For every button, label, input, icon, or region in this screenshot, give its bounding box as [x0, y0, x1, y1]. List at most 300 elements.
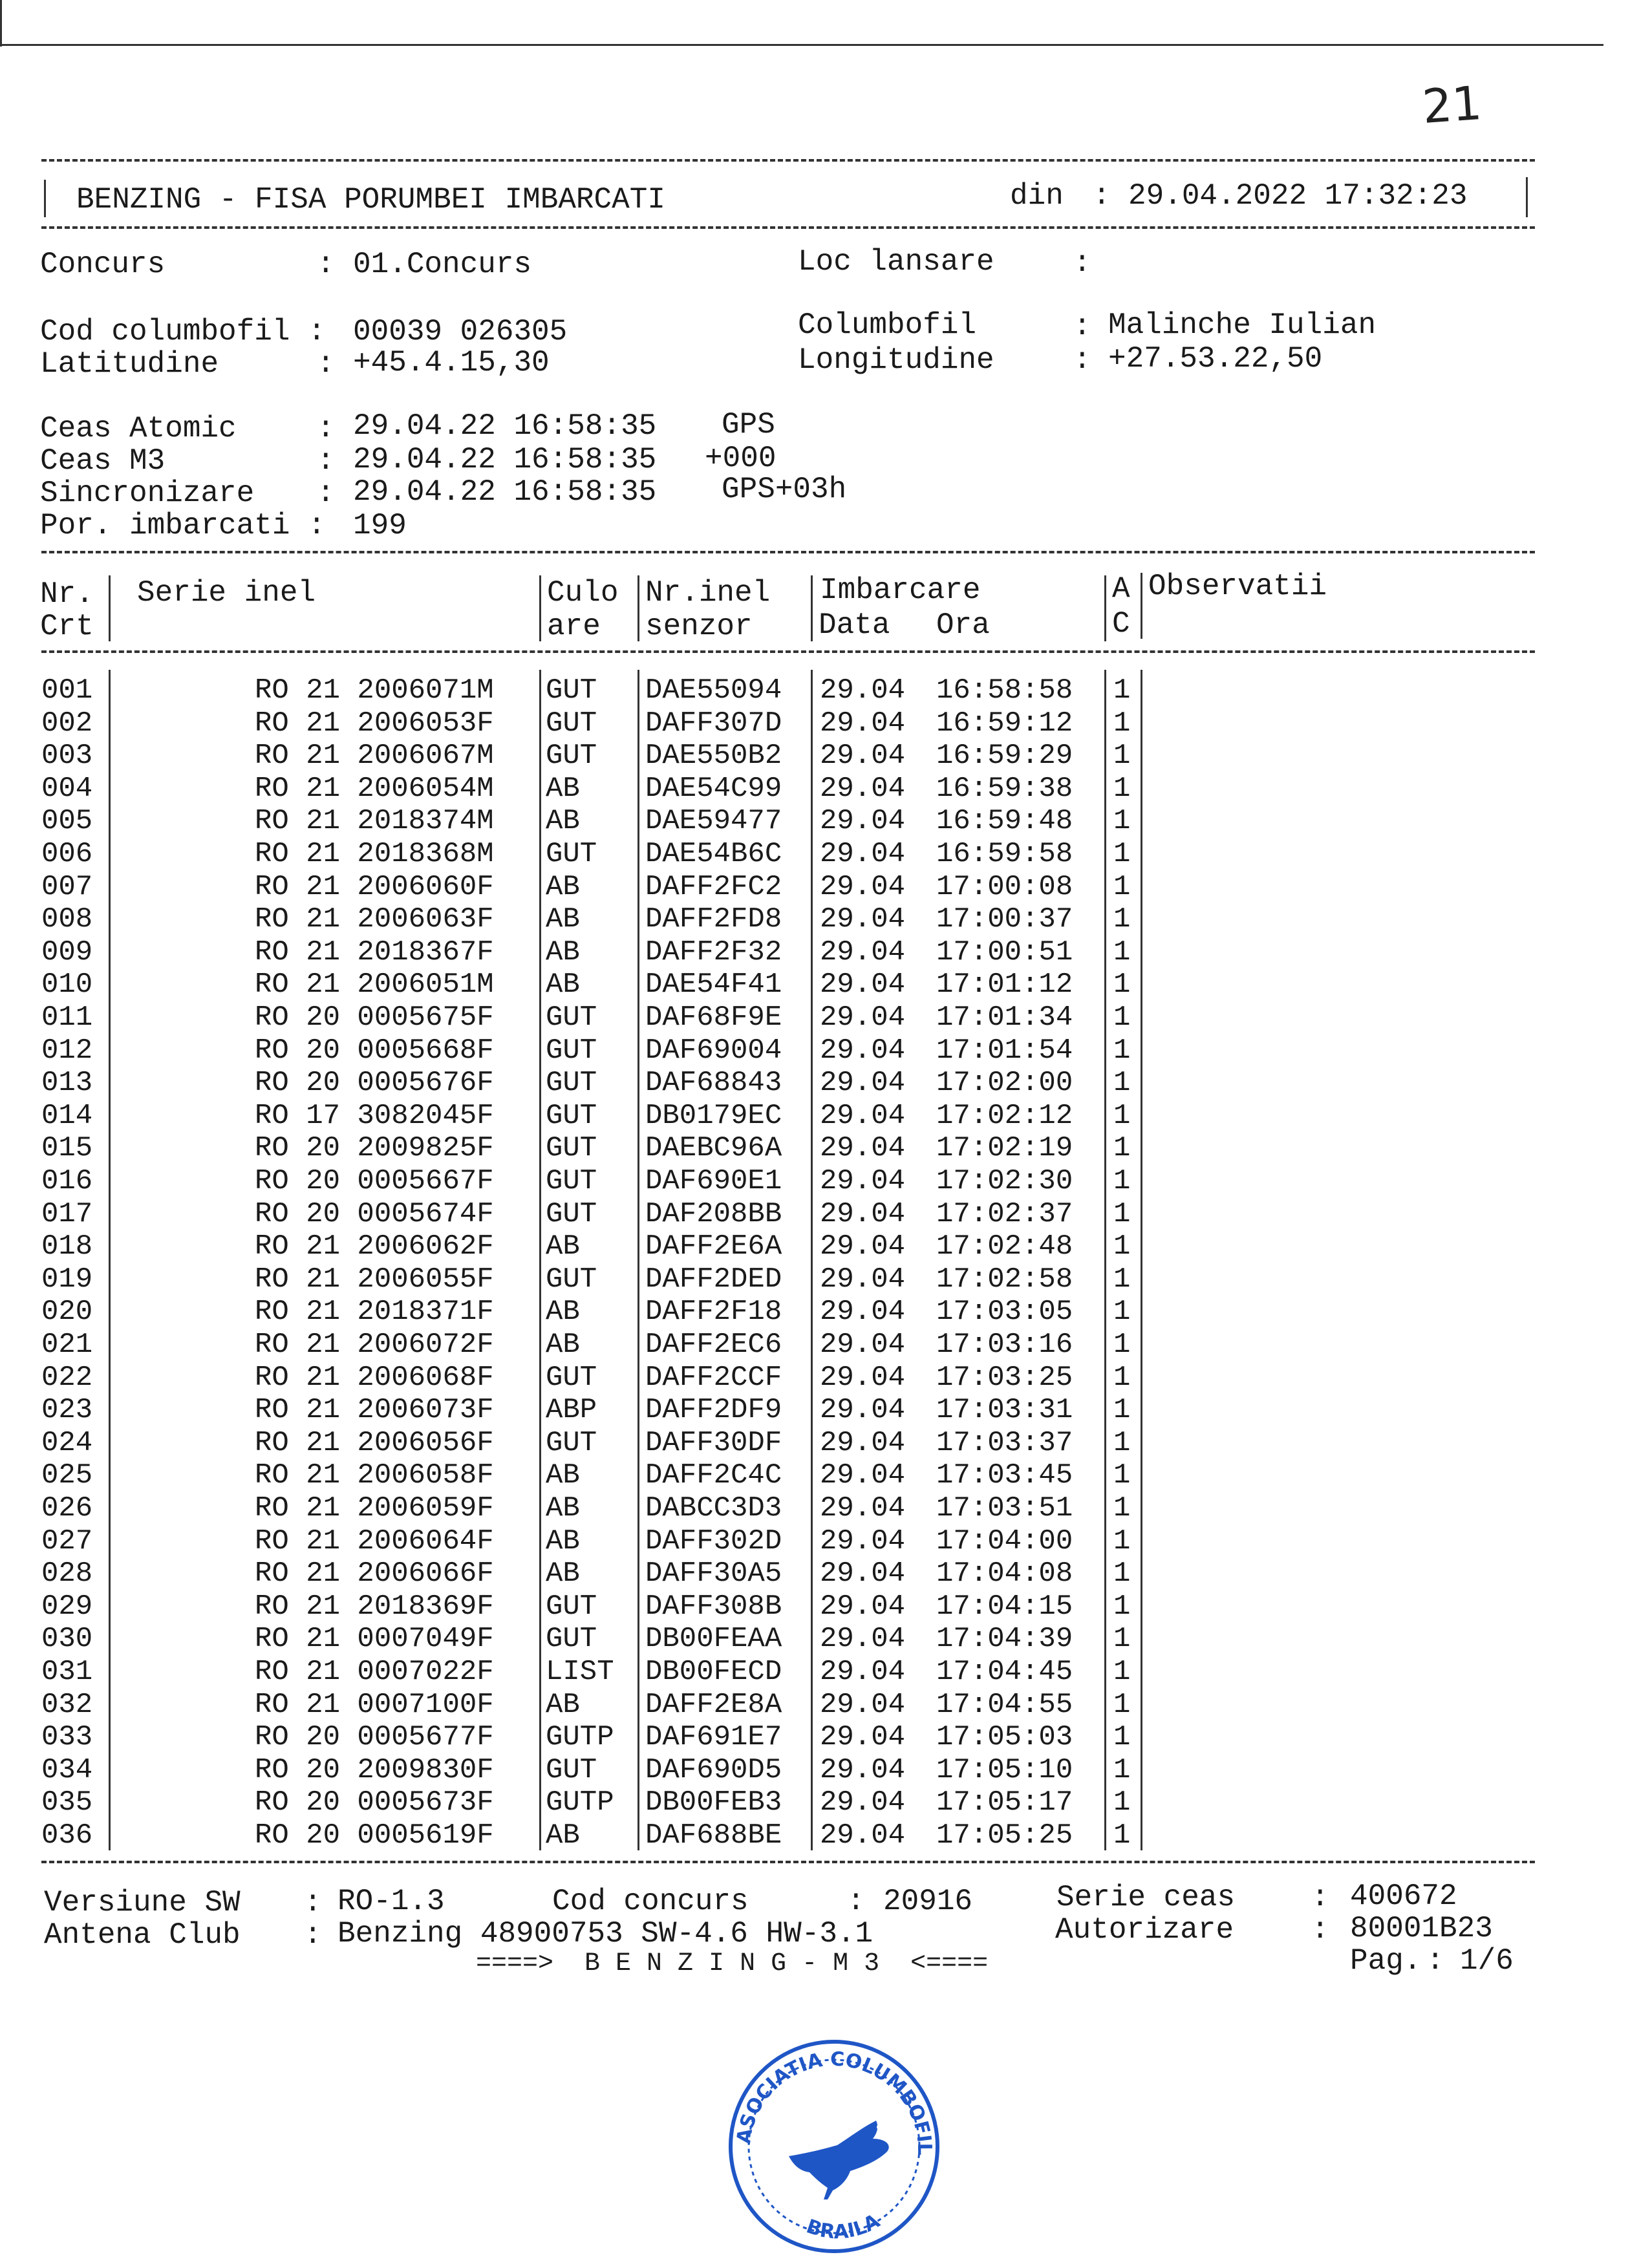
row-data: 29.04 [820, 1394, 906, 1427]
row-data: 29.04 [820, 1426, 906, 1459]
row-serie-inel: RO 21 2018374M [255, 805, 494, 838]
row-serie-inel: RO 21 2018367F [255, 936, 494, 968]
col-senzor: senzor [645, 610, 753, 643]
row-ac: 1 [1113, 1263, 1131, 1296]
table-row [0, 1426, 1650, 1461]
row-ac: 1 [1113, 1296, 1131, 1329]
row-serie-inel: RO 20 0005674F [255, 1197, 494, 1230]
row-ac: 1 [1113, 674, 1131, 707]
row-ac: 1 [1113, 805, 1131, 838]
row-culoare: AB [546, 968, 580, 1001]
col-sep [1141, 573, 1142, 639]
row-ora: 17:04:15 [936, 1590, 1073, 1623]
row-nr-inel: DAE54B6C [645, 838, 782, 870]
row-ac: 1 [1113, 707, 1131, 740]
row-ac: 1 [1113, 968, 1131, 1001]
col-sep [638, 575, 639, 641]
row-ac: 1 [1113, 1492, 1131, 1524]
row-ora: 17:03:16 [936, 1329, 1073, 1361]
row-data: 29.04 [820, 805, 906, 838]
col-crt: Crt [40, 610, 94, 643]
row-data: 29.04 [820, 838, 906, 870]
row-culoare: AB [546, 772, 580, 805]
table-row [0, 1592, 1650, 1625]
row-nr-inel: DAFF2FC2 [645, 870, 782, 903]
versiune-label: Versiune SW [44, 1886, 241, 1920]
row-ac: 1 [1113, 1361, 1131, 1394]
row-serie-inel: RO 21 2006051M [255, 968, 494, 1001]
row-nr-inel: DAF68F9E [645, 1001, 782, 1034]
versiune-value: RO-1.3 [338, 1885, 445, 1918]
row-nr-inel: DAE54F41 [645, 968, 782, 1001]
table-row [0, 1069, 1650, 1101]
colon: : [317, 347, 335, 381]
row-nr: 026 [41, 1492, 93, 1524]
row-data: 29.04 [820, 1132, 906, 1165]
row-ora: 17:03:05 [936, 1296, 1073, 1329]
row-data: 29.04 [820, 1361, 906, 1394]
sincronizare-value: 29.04.22 16:58:35 [353, 475, 657, 509]
scan-edge-top [0, 44, 1603, 46]
row-culoare: GUTP [546, 1721, 614, 1754]
row-serie-inel: RO 21 2006054M [255, 772, 494, 805]
row-nr-inel: DAF208BB [645, 1197, 782, 1230]
latitudine-value: +45.4.15,30 [353, 346, 550, 380]
row-nr-inel: DAF688BE [645, 1819, 782, 1852]
row-culoare: AB [546, 805, 580, 838]
row-nr-inel: DAF68843 [645, 1067, 782, 1100]
row-nr: 028 [41, 1557, 93, 1590]
row-ac: 1 [1113, 1197, 1131, 1230]
row-nr-inel: DAF691E7 [645, 1721, 782, 1754]
cod-columbofil-label: Cod columbofil [40, 315, 290, 348]
row-ac: 1 [1113, 936, 1131, 968]
row-culoare: GUT [546, 1263, 597, 1296]
table-row [0, 1036, 1650, 1069]
cod-columbofil-value: 00039 026305 [353, 315, 568, 348]
row-culoare: GUT [546, 1623, 597, 1656]
row-nr: 012 [41, 1034, 93, 1067]
row-culoare: AB [546, 1296, 580, 1329]
row-serie-inel: RO 21 2006053F [255, 707, 494, 740]
row-nr: 023 [41, 1394, 93, 1427]
table-row [0, 970, 1650, 1003]
table-row [0, 905, 1650, 937]
row-culoare: AB [546, 1819, 580, 1852]
row-serie-inel: RO 21 2006073F [255, 1394, 494, 1427]
row-data: 29.04 [820, 1524, 906, 1557]
row-serie-inel: RO 21 2006059F [255, 1492, 494, 1524]
row-ac: 1 [1113, 1001, 1131, 1034]
row-data: 29.04 [820, 1819, 906, 1852]
table-row [0, 1197, 1650, 1232]
row-nr: 027 [41, 1524, 93, 1557]
row-nr: 033 [41, 1721, 93, 1754]
row-nr: 010 [41, 968, 93, 1001]
divider [41, 1861, 1535, 1863]
row-culoare: AB [546, 1492, 580, 1524]
col-sep [1104, 575, 1106, 641]
table-row [0, 709, 1650, 742]
table-row [0, 1396, 1650, 1428]
row-nr-inel: DAFF2CCF [645, 1361, 782, 1394]
colon: : [1073, 246, 1091, 280]
row-serie-inel: RO 20 0005677F [255, 1721, 494, 1754]
row-nr-inel: DABCC3D3 [645, 1492, 782, 1524]
row-ac: 1 [1113, 903, 1131, 936]
col-culoare-2: are [547, 610, 601, 643]
row-data: 29.04 [820, 1230, 906, 1263]
row-nr: 029 [41, 1590, 93, 1623]
row-ora: 17:02:12 [936, 1099, 1073, 1132]
row-ora: 17:02:48 [936, 1230, 1073, 1263]
table-row [0, 1099, 1650, 1134]
row-ora: 17:01:12 [936, 968, 1073, 1001]
table-row [0, 1361, 1650, 1396]
row-nr-inel: DB0179EC [645, 1099, 782, 1132]
table-row [0, 938, 1650, 970]
row-culoare: AB [546, 1524, 580, 1557]
header-bar-right [1526, 177, 1528, 217]
row-serie-inel: RO 21 2006072F [255, 1329, 494, 1361]
row-ac: 1 [1113, 1688, 1131, 1721]
antena-value: Benzing 48900753 SW-4.6 HW-3.1 [338, 1917, 873, 1951]
col-nr-inel: Nr.inel [645, 576, 771, 610]
row-ac: 1 [1113, 1753, 1131, 1786]
table-row [0, 870, 1650, 905]
row-nr-inel: DAEBC96A [645, 1132, 782, 1165]
row-nr-inel: DAE55094 [645, 674, 782, 707]
row-data: 29.04 [820, 968, 906, 1001]
row-serie-inel: RO 21 2006067M [255, 740, 494, 773]
table-row [0, 676, 1650, 709]
row-nr: 004 [41, 772, 93, 805]
row-data: 29.04 [820, 1656, 906, 1688]
row-ora: 17:04:39 [936, 1623, 1073, 1656]
row-nr-inel: DAE54C99 [645, 772, 782, 805]
row-ac: 1 [1113, 1132, 1131, 1165]
row-culoare: AB [546, 1459, 580, 1492]
colon: : [1426, 1944, 1444, 1978]
row-nr-inel: DAFF2E8A [645, 1688, 782, 1721]
row-nr-inel: DAFF2FD8 [645, 903, 782, 936]
por-imbarcati-value: 199 [353, 509, 407, 542]
table-row [0, 1625, 1650, 1657]
row-culoare: AB [546, 1557, 580, 1590]
row-data: 29.04 [820, 1165, 906, 1197]
row-ora: 17:02:58 [936, 1263, 1073, 1296]
row-nr-inel: DAFF2F32 [645, 936, 782, 968]
row-nr-inel: DB00FEAA [645, 1623, 782, 1656]
row-culoare: AB [546, 903, 580, 936]
pag-label: Pag. [1350, 1944, 1422, 1978]
row-culoare: GUT [546, 1001, 597, 1034]
colon: : [304, 1918, 322, 1952]
row-nr: 006 [41, 838, 93, 870]
divider [41, 650, 1535, 653]
row-nr-inel: DAFF2EC6 [645, 1329, 782, 1361]
row-data: 29.04 [820, 936, 906, 968]
row-nr-inel: DAFF308B [645, 1590, 782, 1623]
row-data: 29.04 [820, 1492, 906, 1524]
divider [41, 159, 1535, 162]
sincronizare-suffix: GPS+03h [722, 473, 847, 506]
row-ac: 1 [1113, 1426, 1131, 1459]
divider [41, 551, 1535, 553]
row-data: 29.04 [820, 1197, 906, 1230]
row-serie-inel: RO 21 2006066F [255, 1557, 494, 1590]
row-data: 29.04 [820, 1034, 906, 1067]
row-ac: 1 [1113, 1524, 1131, 1557]
row-serie-inel: RO 21 2006060F [255, 870, 494, 903]
col-a: A [1112, 572, 1130, 606]
colon: : [1073, 310, 1091, 343]
row-culoare: GUT [546, 1590, 597, 1623]
col-data: Data [819, 608, 890, 642]
row-serie-inel: RO 21 2018369F [255, 1590, 494, 1623]
row-culoare: AB [546, 1329, 580, 1361]
row-ac: 1 [1113, 1557, 1131, 1590]
row-culoare: GUT [546, 1197, 597, 1230]
scan-edge-left [0, 0, 2, 47]
table-row [0, 1232, 1650, 1265]
row-nr-inel: DAE59477 [645, 805, 782, 838]
row-culoare: AB [546, 870, 580, 903]
row-culoare: GUT [546, 1361, 597, 1394]
ceas-m3-suffix: +000 [705, 442, 777, 475]
row-culoare: ABP [546, 1394, 597, 1427]
row-serie-inel: RO 21 2006056F [255, 1426, 494, 1459]
col-culoare: Culo [547, 576, 619, 610]
row-ac: 1 [1113, 1099, 1131, 1132]
table-row [0, 1298, 1650, 1330]
row-data: 29.04 [820, 903, 906, 936]
table-row [0, 1559, 1650, 1592]
row-nr-inel: DAFF2F18 [645, 1296, 782, 1329]
table-row [0, 1753, 1650, 1788]
row-ora: 16:58:58 [936, 674, 1073, 707]
colon: : [304, 1886, 322, 1920]
table-row [0, 1494, 1650, 1526]
row-ora: 17:04:45 [936, 1656, 1073, 1688]
row-ora: 17:05:10 [936, 1753, 1073, 1786]
row-ora: 17:03:31 [936, 1394, 1073, 1427]
row-culoare: GUT [546, 674, 597, 707]
row-data: 29.04 [820, 1688, 906, 1721]
table-row [0, 1003, 1650, 1036]
row-nr-inel: DAFF30A5 [645, 1557, 782, 1590]
colon: : [308, 509, 326, 542]
row-ac: 1 [1113, 1394, 1131, 1427]
row-nr: 017 [41, 1197, 93, 1230]
row-nr: 020 [41, 1296, 93, 1329]
columbofil-value: Malinche Iulian [1108, 308, 1377, 342]
row-data: 29.04 [820, 1329, 906, 1361]
row-nr: 007 [41, 870, 93, 903]
row-culoare: AB [546, 1688, 580, 1721]
colon: : [1311, 1881, 1329, 1914]
col-observatii: Observatii [1148, 570, 1327, 603]
row-culoare: GUT [546, 1099, 597, 1132]
row-culoare: GUT [546, 740, 597, 773]
row-ac: 1 [1113, 1034, 1131, 1067]
ceas-m3-label: Ceas M3 [40, 444, 166, 478]
row-ora: 17:05:17 [936, 1786, 1073, 1819]
row-nr: 016 [41, 1165, 93, 1197]
row-nr: 015 [41, 1132, 93, 1165]
row-ora: 17:02:30 [936, 1165, 1073, 1197]
table-row [0, 1688, 1650, 1723]
row-nr-inel: DAF690E1 [645, 1165, 782, 1197]
row-ac: 1 [1113, 870, 1131, 903]
row-data: 29.04 [820, 1590, 906, 1623]
row-serie-inel: RO 21 2006071M [255, 674, 494, 707]
longitudine-value: +27.53.22,50 [1108, 342, 1323, 376]
row-nr: 019 [41, 1263, 93, 1296]
table-row [0, 1658, 1650, 1690]
row-data: 29.04 [820, 740, 906, 773]
row-ora: 16:59:58 [936, 838, 1073, 870]
table-row [0, 1788, 1650, 1821]
colon: : [317, 476, 335, 510]
row-serie-inel: RO 17 3082045F [255, 1099, 494, 1132]
table-row [0, 772, 1650, 807]
row-ora: 17:01:54 [936, 1034, 1073, 1067]
concurs-label: Concurs [40, 248, 166, 281]
row-nr: 022 [41, 1361, 93, 1394]
row-nr-inel: DB00FECD [645, 1656, 782, 1688]
row-serie-inel: RO 20 2009825F [255, 1132, 494, 1165]
row-data: 29.04 [820, 707, 906, 740]
col-serie-inel: Serie inel [137, 576, 316, 610]
row-ac: 1 [1113, 1230, 1131, 1263]
row-ora: 16:59:29 [936, 740, 1073, 773]
col-imbarcare: Imbarcare [820, 573, 981, 607]
row-ac: 1 [1113, 1329, 1131, 1361]
row-ora: 16:59:48 [936, 805, 1073, 838]
row-nr: 009 [41, 936, 93, 968]
row-culoare: GUT [546, 1034, 597, 1067]
row-ora: 16:59:38 [936, 772, 1073, 805]
stamp-text-bottom: BRAILA [803, 2209, 884, 2244]
row-nr: 013 [41, 1067, 93, 1100]
row-serie-inel: RO 21 2018371F [255, 1296, 494, 1329]
row-ac: 1 [1113, 1067, 1131, 1100]
ceas-atomic-label: Ceas Atomic [40, 412, 237, 445]
row-data: 29.04 [820, 1263, 906, 1296]
row-nr-inel: DAE550B2 [645, 740, 782, 773]
row-nr: 005 [41, 805, 93, 838]
row-ac: 1 [1113, 1819, 1131, 1852]
header-bar-left [44, 180, 46, 217]
autorizare-value: 80001B23 [1350, 1912, 1493, 1945]
row-ora: 17:00:08 [936, 870, 1073, 903]
row-ac: 1 [1113, 1623, 1131, 1656]
row-nr: 031 [41, 1656, 93, 1688]
date-value: 29.04.2022 17:32:23 [1128, 179, 1468, 213]
row-nr: 036 [41, 1819, 93, 1852]
latitudine-label: Latitudine [40, 347, 219, 381]
row-ora: 17:01:34 [936, 1001, 1073, 1034]
row-ora: 17:04:08 [936, 1557, 1073, 1590]
cod-concurs-label: Cod concurs [552, 1885, 749, 1918]
colon: : [847, 1885, 865, 1918]
row-data: 29.04 [820, 1001, 906, 1034]
table-row [0, 742, 1650, 774]
date-label: din [1010, 179, 1064, 213]
row-nr-inel: DAF69004 [645, 1034, 782, 1067]
col-c: C [1112, 607, 1130, 641]
row-serie-inel: RO 21 2006068F [255, 1361, 494, 1394]
table-row [0, 840, 1650, 872]
divider [41, 226, 1535, 229]
row-ac: 1 [1113, 1590, 1131, 1623]
footer-banner: ====> B E N Z I N G - M 3 <==== [476, 1949, 989, 1978]
row-data: 29.04 [820, 772, 906, 805]
row-ora: 17:03:45 [936, 1459, 1073, 1492]
colon: : [1311, 1913, 1329, 1947]
pag-value: 1/6 [1460, 1944, 1514, 1978]
row-nr: 034 [41, 1753, 93, 1786]
row-serie-inel: RO 20 0005673F [255, 1786, 494, 1819]
row-culoare: AB [546, 936, 580, 968]
por-imbarcati-label: Por. imbarcati [40, 509, 290, 542]
date-colon: : [1093, 179, 1111, 213]
handwritten-page-number: 21 [1420, 75, 1484, 134]
colon: : [308, 315, 326, 348]
row-culoare: GUTP [546, 1786, 614, 1819]
row-culoare: GUT [546, 707, 597, 740]
row-culoare: LIST [546, 1656, 614, 1688]
sincronizare-label: Sincronizare [40, 476, 255, 510]
row-ora: 17:05:25 [936, 1819, 1073, 1852]
row-serie-inel: RO 21 0007049F [255, 1623, 494, 1656]
row-ora: 17:02:00 [936, 1067, 1073, 1100]
row-ora: 17:02:37 [936, 1197, 1073, 1230]
row-nr: 030 [41, 1623, 93, 1656]
table-row [0, 1167, 1650, 1199]
cod-concurs-value: 20916 [883, 1885, 973, 1918]
table-row [0, 1821, 1650, 1854]
row-data: 29.04 [820, 1753, 906, 1786]
row-ac: 1 [1113, 1459, 1131, 1492]
row-ora: 17:04:00 [936, 1524, 1073, 1557]
row-serie-inel: RO 21 0007100F [255, 1688, 494, 1721]
autorizare-label: Autorizare [1055, 1913, 1234, 1947]
row-serie-inel: RO 21 2006058F [255, 1459, 494, 1492]
row-ora: 17:00:51 [936, 936, 1073, 968]
row-nr: 021 [41, 1329, 93, 1361]
row-ora: 17:04:55 [936, 1688, 1073, 1721]
row-nr: 011 [41, 1001, 93, 1034]
antena-label: Antena Club [44, 1918, 241, 1952]
row-ora: 16:59:12 [936, 707, 1073, 740]
col-ora: Ora [936, 608, 990, 642]
row-ora: 17:03:25 [936, 1361, 1073, 1394]
longitudine-label: Longitudine [798, 343, 994, 377]
col-nr: Nr. [40, 577, 94, 611]
row-culoare: GUT [546, 1067, 597, 1100]
row-serie-inel: RO 20 2009830F [255, 1753, 494, 1786]
row-nr: 032 [41, 1688, 93, 1721]
row-serie-inel: RO 21 0007022F [255, 1656, 494, 1688]
colon: : [1073, 343, 1091, 377]
row-ac: 1 [1113, 1721, 1131, 1754]
row-ora: 17:03:51 [936, 1492, 1073, 1524]
row-data: 29.04 [820, 870, 906, 903]
row-ora: 17:05:03 [936, 1721, 1073, 1754]
row-nr: 025 [41, 1459, 93, 1492]
